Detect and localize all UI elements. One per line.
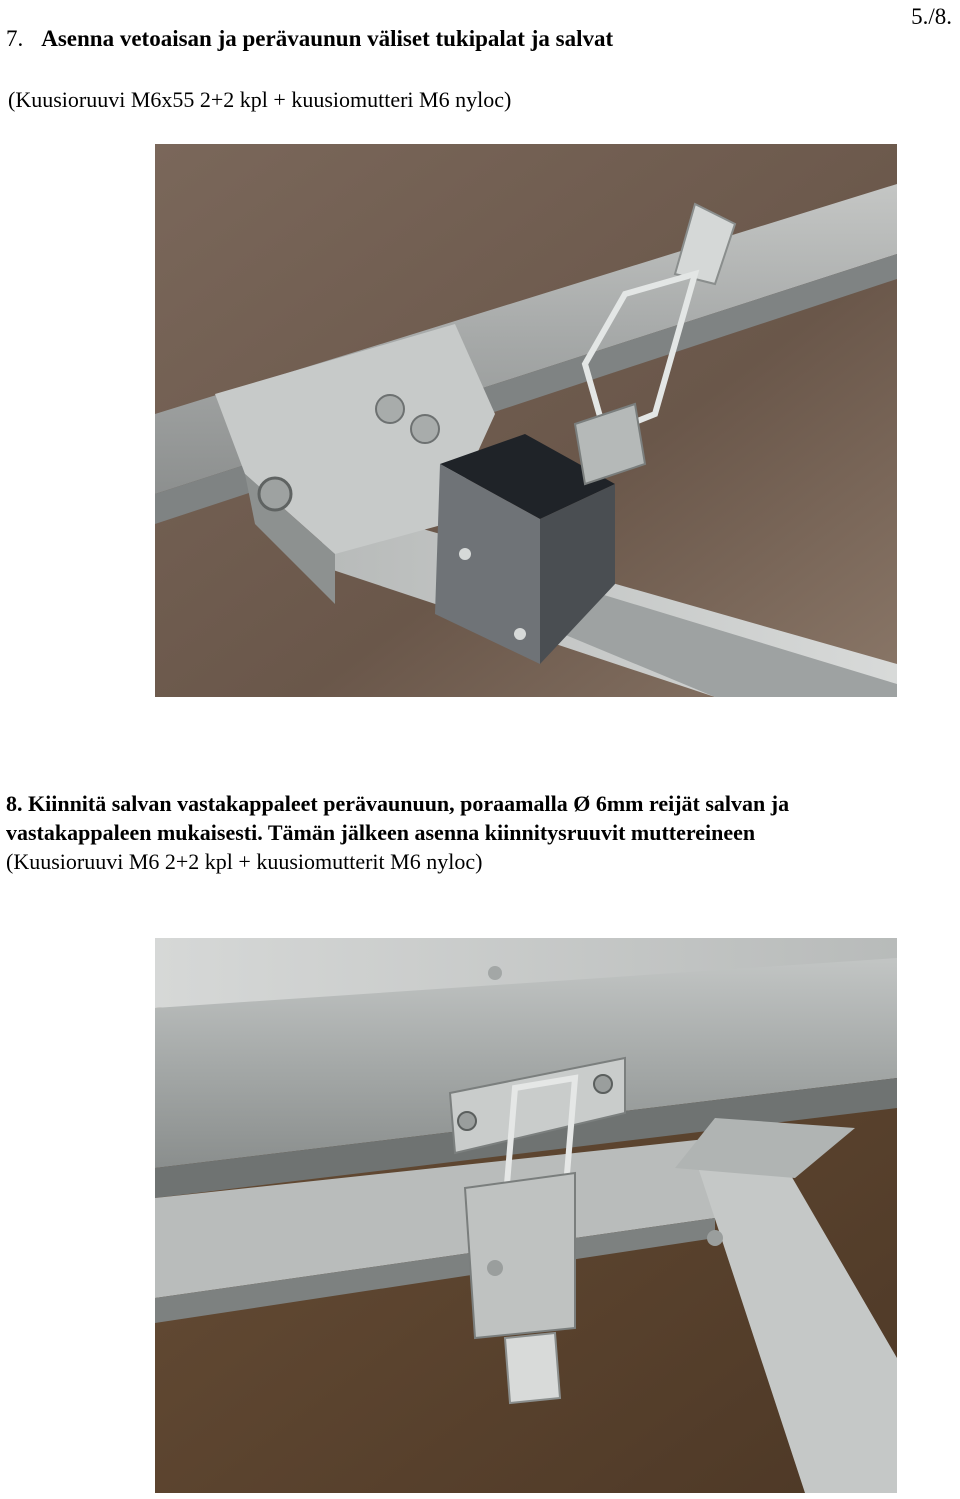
step7-photo bbox=[155, 144, 897, 697]
step8-paragraph bbox=[6, 789, 789, 876]
step8-line3: (Kuusioruuvi M6 2+2 kpl + kuusiomutterit M6 nyloc) bbox=[6, 849, 483, 874]
step7-title: Asenna vetoaisan ja perävaunun väliset tukipalat ja salvat bbox=[41, 26, 614, 51]
step8-photo bbox=[155, 938, 897, 1493]
step8-line1: 8. Kiinnitä salvan vastakappaleet perävaunuun, poraamalla Ø 6mm reijät salvan ja bbox=[6, 791, 790, 816]
step8-line2-bold: vastakappaleen mukaisesti. bbox=[6, 820, 263, 845]
page-number: 5./8. bbox=[911, 4, 952, 29]
step7-subtitle: (Kuusioruuvi M6x55 2+2 kpl + kuusiomutteri M6 nyloc) bbox=[8, 87, 512, 112]
step8-line2-rest: Tämän jälkeen asenna kiinnitysruuvit muttereineen bbox=[262, 820, 756, 845]
step7-number: 7. bbox=[6, 26, 24, 51]
step7-heading bbox=[6, 26, 613, 52]
